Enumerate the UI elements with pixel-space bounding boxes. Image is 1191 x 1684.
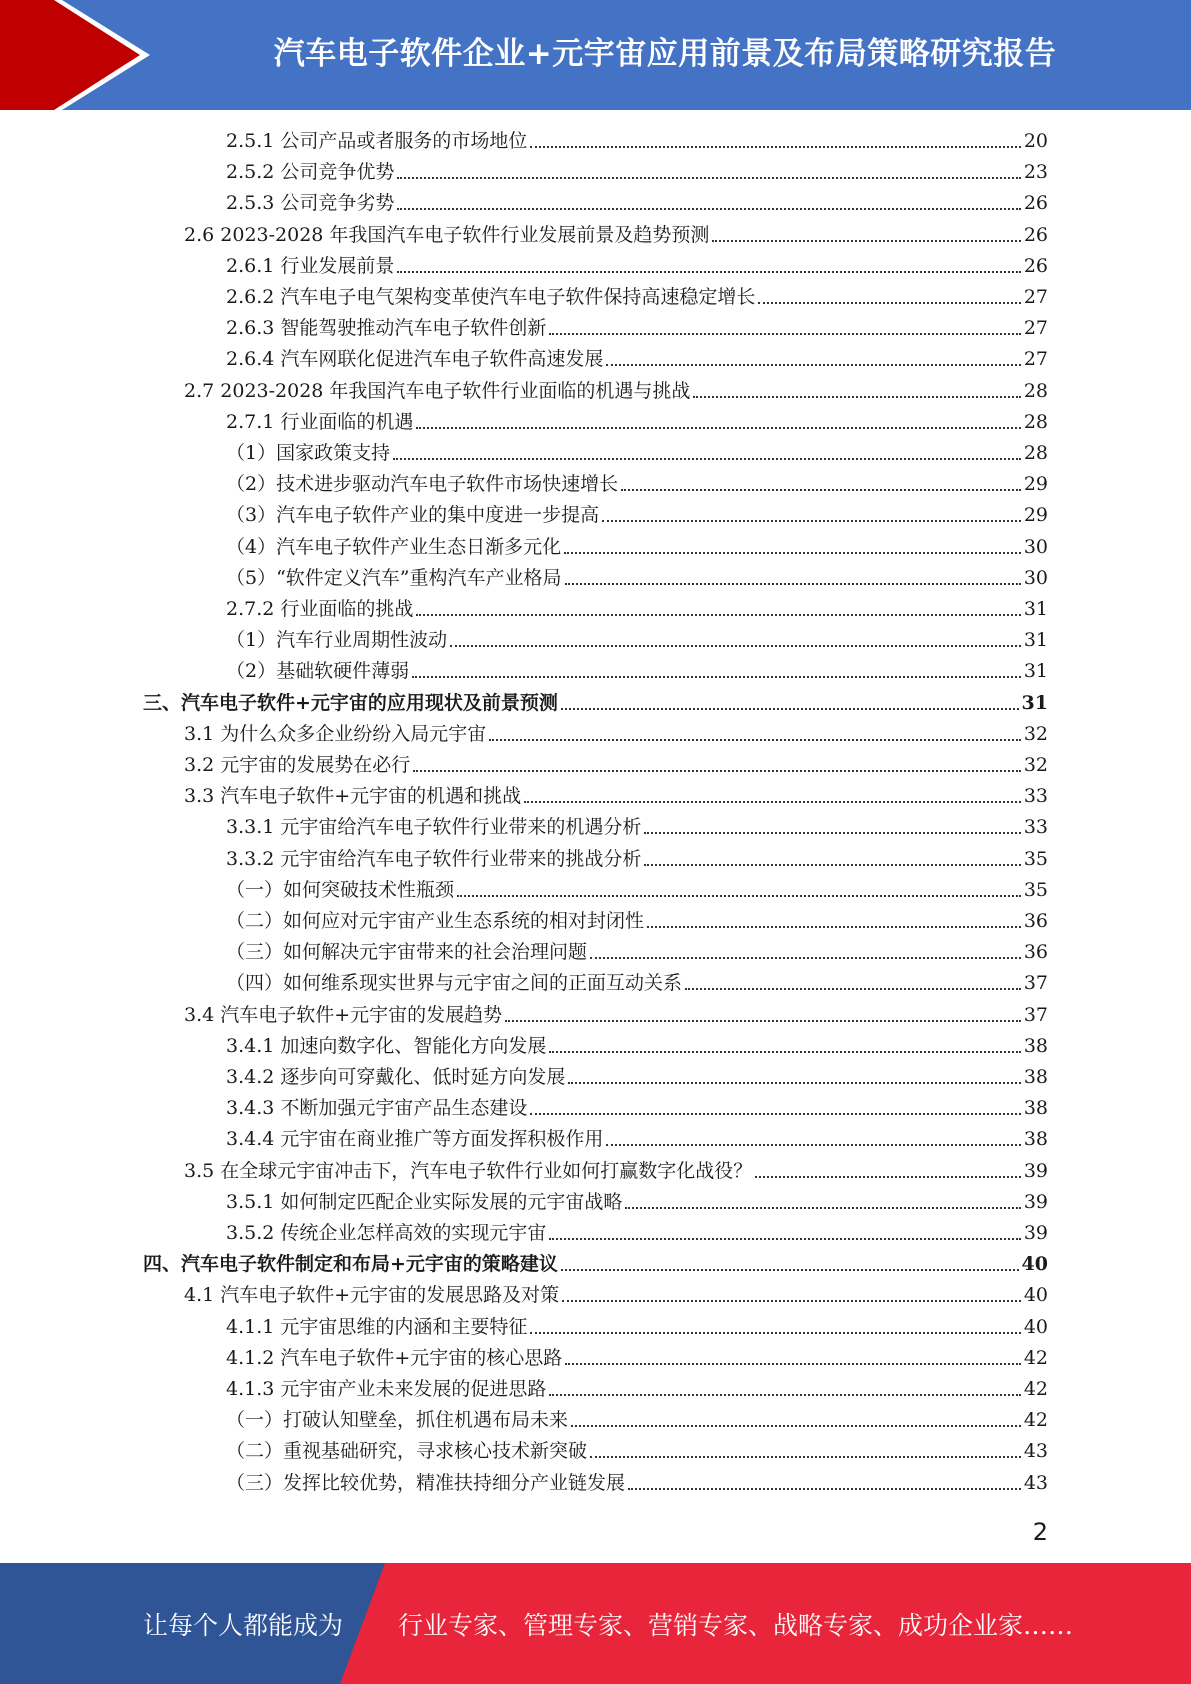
toc-entry-title: 国家政策支持 — [276, 442, 391, 464]
toc-entry-page: 28 — [1023, 379, 1048, 402]
toc-entry-title: 2023-2028 年我国汽车电子软件行业面临的机遇与挑战 — [220, 379, 691, 402]
toc-entry-number: 2.5.2 — [226, 161, 281, 184]
toc-entry-title: 行业面临的挑战 — [280, 598, 414, 620]
toc-dot-leader — [565, 1362, 1021, 1365]
toc-entry-number: 2.6 — [184, 223, 221, 246]
toc-dot-leader — [397, 207, 1020, 210]
toc-entry-title: 元宇宙给汽车电子软件行业带来的机遇分析 — [280, 816, 642, 839]
toc-entry-title: 汽车电子电气架构变革使汽车电子软件保持高速稳定增长 — [280, 286, 756, 308]
toc-entry[interactable] — [226, 314, 1048, 342]
toc-entry[interactable] — [226, 158, 1048, 186]
toc-entry-number: （三） — [226, 1471, 284, 1494]
toc-entry-number: 4.1.2 — [226, 1346, 281, 1369]
toc-entry-page: 31 — [1023, 629, 1048, 652]
toc-entry-page: 28 — [1023, 410, 1048, 433]
toc-entry-number: 4.1.1 — [226, 1315, 281, 1338]
toc-entry[interactable] — [184, 720, 1048, 748]
toc-dot-leader — [561, 707, 1019, 710]
toc-entry-title: 行业发展前景 — [280, 254, 395, 277]
toc-entry-page: 26 — [1023, 223, 1048, 246]
toc-dot-leader — [505, 1019, 1021, 1022]
toc-entry-number: 四、 — [143, 1253, 182, 1276]
toc-dot-leader — [590, 1455, 1021, 1458]
toc-entry-title: 如何解决元宇宙带来的社会治理问题 — [283, 941, 588, 964]
toc-entry-title: 元宇宙产业未来发展的促进思路 — [280, 1378, 547, 1400]
toc-dot-leader — [530, 145, 1020, 148]
toc-entry-page: 32 — [1023, 754, 1048, 776]
header-arrow-decoration — [0, 0, 150, 110]
toc-entry-number: 3.3.2 — [226, 847, 281, 870]
toc-dot-leader — [457, 894, 1021, 897]
toc-entry[interactable] — [226, 1032, 1048, 1060]
toc-entry-number: 2.6.1 — [226, 254, 281, 277]
toc-entry[interactable] — [226, 564, 1048, 592]
toc-entry[interactable] — [226, 1219, 1048, 1247]
toc-entry-number: （4） — [226, 535, 277, 558]
toc-entry-number: （5） — [226, 566, 277, 589]
toc-entry-title: 汽车电子软件+元宇宙的发展趋势 — [220, 1003, 503, 1026]
toc-entry[interactable] — [143, 689, 1048, 717]
toc-entry[interactable] — [226, 1437, 1048, 1465]
toc-entry-title: 公司竞争优势 — [280, 161, 395, 184]
toc-entry-page: 42 — [1023, 1378, 1048, 1400]
toc-entry-page: 33 — [1023, 785, 1048, 808]
toc-entry[interactable] — [226, 1063, 1048, 1091]
toc-dot-leader — [524, 800, 1021, 803]
toc-dot-leader — [549, 1237, 1020, 1240]
toc-dot-leader — [450, 644, 1021, 647]
toc-entry-number: （二） — [226, 910, 284, 932]
toc-entry[interactable] — [184, 221, 1048, 249]
toc-entry-title: 打破认知壁垒，抓住机遇布局未来 — [283, 1409, 569, 1432]
toc-entry-title: 汽车电子软件+元宇宙的应用现状及前景预测 — [181, 691, 558, 714]
toc-entry[interactable] — [184, 751, 1048, 779]
toc-dot-leader — [397, 176, 1020, 179]
toc-entry-title: 传统企业怎样高效的实现元宇宙 — [280, 1222, 547, 1244]
toc-entry-title: 元宇宙在商业推广等方面发挥积极作用 — [280, 1128, 604, 1151]
toc-entry-number: 2.7.1 — [226, 410, 281, 433]
toc-entry[interactable] — [184, 1001, 1048, 1029]
toc-entry-title: 逐步向可穿戴化、低时延方向发展 — [280, 1066, 566, 1088]
toc-entry-page: 35 — [1023, 878, 1048, 901]
page-header — [0, 0, 1191, 110]
toc-dot-leader — [549, 332, 1020, 335]
toc-dot-leader — [412, 675, 1021, 678]
toc-entry-number: 3.4.4 — [226, 1128, 281, 1151]
toc-entry-number: 3.5.2 — [226, 1222, 281, 1244]
toc-entry-page: 35 — [1023, 847, 1048, 870]
toc-entry-number: 3.2 — [184, 754, 221, 776]
toc-entry-number: （一） — [226, 878, 284, 901]
toc-entry-title: 加速向数字化、智能化方向发展 — [280, 1034, 547, 1057]
toc-entry[interactable] — [226, 626, 1048, 654]
toc-entry-page: 23 — [1023, 161, 1048, 184]
toc-dot-leader — [590, 956, 1021, 959]
toc-entry-title: 汽车网联化促进汽车电子软件高速发展 — [280, 348, 604, 371]
toc-entry-number: 4.1 — [184, 1284, 221, 1307]
toc-entry-page: 39 — [1023, 1222, 1048, 1244]
toc-entry-page: 38 — [1023, 1066, 1048, 1088]
toc-entry[interactable] — [226, 1094, 1048, 1122]
toc-entry-number: 2.5.1 — [226, 130, 281, 152]
toc-entry-number: 4.1.3 — [226, 1378, 281, 1400]
toc-entry[interactable] — [226, 938, 1048, 966]
toc-entry-title: 汽车行业周期性波动 — [276, 629, 448, 652]
toc-entry-page: 37 — [1023, 1003, 1048, 1026]
toc-entry-page: 31 — [1023, 598, 1048, 620]
toc-dot-leader — [606, 1143, 1020, 1146]
toc-entry-title: 汽车电子软件产业生态日渐多元化 — [276, 535, 562, 558]
toc-entry[interactable] — [226, 1406, 1048, 1434]
toc-entry-page: 40 — [1023, 1284, 1048, 1307]
toc-dot-leader — [693, 395, 1020, 398]
toc-entry-title: 为什么众多企业纷纷入局元宇宙 — [220, 722, 487, 745]
toc-entry-page: 39 — [1023, 1159, 1048, 1182]
toc-entry-page: 32 — [1023, 722, 1048, 745]
toc-entry[interactable] — [184, 782, 1048, 810]
page-number: 2 — [1032, 1518, 1048, 1546]
toc-entry-number: （一） — [226, 1409, 284, 1432]
toc-entry-title: 公司产品或者服务的市场地位 — [280, 130, 528, 152]
toc-entry-title: “软件定义汽车”重构汽车产业格局 — [276, 566, 562, 589]
toc-entry[interactable] — [226, 813, 1048, 841]
toc-entry-title: 2023-2028 年我国汽车电子软件行业发展前景及趋势预测 — [220, 223, 710, 246]
toc-entry-page: 39 — [1023, 1190, 1048, 1213]
toc-entry-number: 3.5 — [184, 1159, 221, 1182]
toc-dot-leader — [602, 519, 1021, 522]
toc-entry-number: 2.6.3 — [226, 317, 281, 340]
toc-entry-title: 行业面临的机遇 — [280, 410, 414, 433]
toc-entry-page: 26 — [1023, 192, 1048, 215]
toc-entry[interactable] — [226, 595, 1048, 623]
toc-entry-title: 汽车电子软件+元宇宙的核心思路 — [280, 1346, 563, 1369]
toc-entry-number: 3.4.1 — [226, 1034, 281, 1057]
toc-dot-leader — [564, 551, 1021, 554]
toc-dot-leader — [562, 1299, 1021, 1302]
toc-dot-leader — [758, 301, 1020, 304]
toc-dot-leader — [755, 1175, 1021, 1178]
toc-entry-number: 3.3 — [184, 785, 221, 808]
toc-entry-number: 2.7.2 — [226, 598, 281, 620]
toc-entry-title: 重视基础研究，寻求核心技术新突破 — [283, 1440, 588, 1463]
toc-dot-leader — [530, 1331, 1020, 1334]
report-title: 汽车电子软件企业+元宇宙应用前景及布局策略研究报告 — [273, 35, 1057, 72]
toc-entry-number: 2.7 — [184, 379, 221, 402]
toc-entry-page: 26 — [1023, 254, 1048, 277]
toc-entry-page: 42 — [1023, 1409, 1048, 1432]
toc-dot-leader — [397, 270, 1020, 273]
toc-entry-title: 元宇宙的发展势在必行 — [220, 754, 411, 776]
toc-entry[interactable] — [226, 1375, 1048, 1403]
toc-entry-number: 3.4.2 — [226, 1066, 281, 1088]
toc-entry-title: 元宇宙给汽车电子软件行业带来的挑战分析 — [280, 847, 642, 870]
toc-entry-number: 2.6.2 — [226, 286, 281, 308]
toc-entry-title: 如何突破技术性瓶颈 — [283, 878, 455, 901]
toc-entry-number: （二） — [226, 1440, 284, 1463]
toc-dot-leader — [549, 1050, 1020, 1053]
toc-entry-page: 40 — [1023, 1315, 1048, 1338]
toc-entry-title: 在全球元宇宙冲击下，汽车电子软件行业如何打赢数字化战役？ — [220, 1159, 753, 1182]
toc-entry-page: 38 — [1023, 1034, 1048, 1057]
toc-entry[interactable] — [226, 189, 1048, 217]
toc-entry-title: 如何制定匹配企业实际发展的元宇宙战略 — [280, 1190, 623, 1213]
toc-dot-leader — [568, 1081, 1020, 1084]
toc-entry-number: （2） — [226, 473, 277, 496]
toc-entry-title: 智能驾驶推动汽车电子软件创新 — [280, 317, 547, 340]
toc-entry-page: 42 — [1023, 1346, 1048, 1369]
toc-entry-title: 公司竞争劣势 — [280, 192, 395, 215]
toc-entry[interactable] — [226, 876, 1048, 904]
toc-dot-leader — [712, 239, 1020, 242]
toc-entry[interactable] — [226, 533, 1048, 561]
toc-entry-title: 汽车电子软件+元宇宙的发展思路及对策 — [220, 1284, 560, 1307]
toc-entry[interactable] — [226, 1469, 1048, 1497]
toc-dot-leader — [565, 582, 1021, 585]
toc-dot-leader — [606, 363, 1020, 366]
toc-entry[interactable] — [184, 1157, 1048, 1185]
toc-entry[interactable] — [226, 1313, 1048, 1341]
toc-entry[interactable] — [226, 283, 1048, 311]
toc-entry-number: 2.5.3 — [226, 192, 281, 215]
toc-dot-leader — [549, 1393, 1020, 1396]
toc-entry-number: 3.3.1 — [226, 816, 281, 839]
toc-entry-page: 43 — [1023, 1440, 1048, 1463]
toc-entry-page: 37 — [1023, 972, 1048, 995]
toc-entry[interactable] — [226, 501, 1048, 529]
toc-entry[interactable] — [226, 1344, 1048, 1372]
toc-entry[interactable] — [226, 439, 1048, 467]
toc-entry[interactable] — [143, 1250, 1048, 1278]
toc-dot-leader — [625, 1206, 1020, 1209]
toc-entry-page: 36 — [1023, 910, 1048, 932]
toc-entry-number: （1） — [226, 442, 277, 464]
toc-dot-leader — [685, 987, 1021, 990]
toc-entry-page: 28 — [1023, 442, 1048, 464]
toc-dot-leader — [489, 738, 1021, 741]
toc-entry-title: 如何维系现实世界与元宇宙之间的正面互动关系 — [283, 972, 683, 995]
toc-entry-title: 基础软硬件薄弱 — [276, 660, 410, 683]
toc-entry[interactable] — [226, 845, 1048, 873]
toc-entry-page: 36 — [1023, 941, 1048, 964]
toc-entry-page: 40 — [1021, 1253, 1048, 1276]
toc-entry-page: 29 — [1023, 473, 1048, 496]
toc-entry-page: 38 — [1023, 1097, 1048, 1120]
toc-entry-page: 38 — [1023, 1128, 1048, 1151]
toc-entry-number: 2.6.4 — [226, 348, 281, 371]
toc-dot-leader — [644, 863, 1020, 866]
toc-entry[interactable] — [184, 1281, 1048, 1309]
toc-entry-title: 不断加强元宇宙产品生态建设 — [280, 1097, 528, 1120]
toc-dot-leader — [413, 769, 1021, 772]
toc-entry-page: 31 — [1021, 691, 1048, 714]
toc-dot-leader — [628, 1487, 1021, 1490]
toc-entry-number: （2） — [226, 660, 277, 683]
toc-entry[interactable] — [226, 127, 1048, 155]
toc-entry-number: 3.4 — [184, 1003, 221, 1026]
toc-entry-page: 30 — [1023, 535, 1048, 558]
toc-entry-page: 33 — [1023, 816, 1048, 839]
toc-entry-title: 发挥比较优势，精准扶持细分产业链发展 — [283, 1471, 626, 1494]
toc-entry-number: （1） — [226, 629, 277, 652]
toc-entry-page: 31 — [1023, 660, 1048, 683]
toc-entry-page: 27 — [1023, 317, 1048, 340]
toc-entry-title: 汽车电子软件+元宇宙的机遇和挑战 — [220, 785, 522, 808]
toc-entry[interactable] — [226, 1125, 1048, 1153]
toc-entry[interactable] — [226, 1188, 1048, 1216]
toc-entry-page: 30 — [1023, 566, 1048, 589]
toc-entry[interactable] — [184, 377, 1048, 405]
toc-entry[interactable] — [226, 252, 1048, 280]
toc-entry-number: 3.4.3 — [226, 1097, 281, 1120]
toc-entry-number: （3） — [226, 504, 277, 527]
page-footer — [0, 1563, 1191, 1684]
toc-dot-leader — [571, 1424, 1021, 1427]
toc-entry-page: 27 — [1023, 286, 1048, 308]
toc-entry-page: 20 — [1023, 130, 1048, 152]
toc-entry[interactable] — [226, 345, 1048, 373]
toc-entry-number: （四） — [226, 972, 284, 995]
toc-entry-page: 27 — [1023, 348, 1048, 371]
toc-entry-page: 29 — [1023, 504, 1048, 527]
toc-dot-leader — [561, 1268, 1019, 1271]
toc-entry-title: 汽车电子软件制定和布局+元宇宙的策略建议 — [181, 1253, 558, 1276]
toc-entry-number: 三、 — [143, 691, 182, 714]
toc-entry[interactable] — [226, 907, 1048, 935]
toc-entry-title: 元宇宙思维的内涵和主要特征 — [280, 1315, 528, 1338]
toc-dot-leader — [393, 457, 1021, 460]
toc-entry[interactable] — [226, 969, 1048, 997]
footer-slogan-left: 让每个人都能成为 — [143, 1610, 344, 1640]
toc-dot-leader — [644, 831, 1020, 834]
toc-entry-number: 3.1 — [184, 722, 221, 745]
toc-dot-leader — [530, 1112, 1020, 1115]
toc-entry-title: 汽车电子软件产业的集中度进一步提高 — [276, 504, 600, 527]
footer-slogan-right: 行业专家、管理专家、营销专家、战略专家、成功企业家…… — [398, 1610, 1074, 1640]
toc-entry[interactable] — [226, 657, 1048, 685]
toc-dot-leader — [647, 925, 1021, 928]
toc-entry-page: 43 — [1023, 1471, 1048, 1494]
toc-entry[interactable] — [226, 470, 1048, 498]
toc-entry[interactable] — [226, 408, 1048, 436]
toc-entry-title: 技术进步驱动汽车电子软件市场快速增长 — [276, 473, 619, 496]
toc-dot-leader — [416, 426, 1020, 429]
toc-entry-number: （三） — [226, 941, 284, 964]
toc-dot-leader — [621, 488, 1021, 491]
toc-entry-title: 如何应对元宇宙产业生态系统的相对封闭性 — [283, 910, 645, 932]
toc-entry-number: 3.5.1 — [226, 1190, 281, 1213]
toc-dot-leader — [416, 613, 1020, 616]
